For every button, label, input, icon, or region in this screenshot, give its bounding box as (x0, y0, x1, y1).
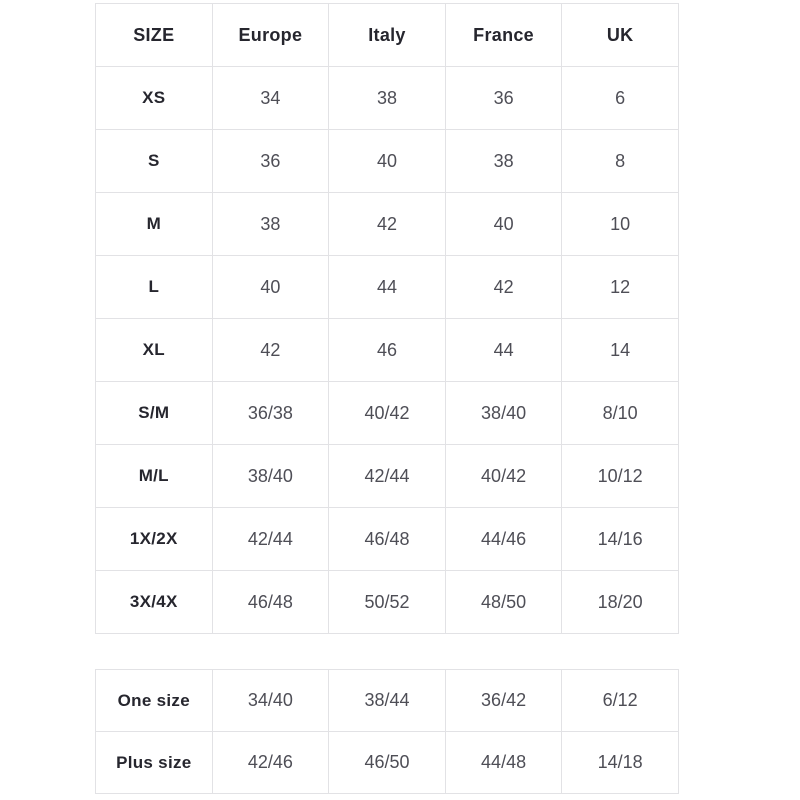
column-header-uk: UK (562, 4, 679, 67)
row-label: M/L (96, 445, 213, 508)
size-value-cell: 46/50 (329, 732, 446, 794)
table-row (96, 670, 679, 732)
row-label: S (96, 130, 213, 193)
column-header-france: France (445, 4, 562, 67)
row-label: XL (96, 319, 213, 382)
size-value-cell: 10/12 (562, 445, 679, 508)
size-value-cell: 36 (212, 130, 329, 193)
size-value-cell: 6/12 (562, 670, 679, 732)
size-value-cell: 38 (445, 130, 562, 193)
size-value-cell: 46/48 (212, 571, 329, 634)
row-label: One size (96, 670, 213, 732)
size-value-cell: 40/42 (445, 445, 562, 508)
table-row (96, 67, 679, 130)
size-value-cell: 44 (445, 319, 562, 382)
size-conversion-table (95, 3, 679, 634)
row-label: XS (96, 67, 213, 130)
table-row (96, 571, 679, 634)
size-value-cell: 46 (329, 319, 446, 382)
table-row (96, 445, 679, 508)
size-value-cell: 6 (562, 67, 679, 130)
size-value-cell: 44 (329, 256, 446, 319)
size-value-cell: 36/42 (445, 670, 562, 732)
column-header-size: SIZE (96, 4, 213, 67)
table-row (96, 193, 679, 256)
column-header-italy: Italy (329, 4, 446, 67)
size-value-cell: 42 (212, 319, 329, 382)
size-value-cell: 48/50 (445, 571, 562, 634)
table-row (96, 732, 679, 794)
size-value-cell: 42 (329, 193, 446, 256)
row-label: S/M (96, 382, 213, 445)
one-size-plus-size-table (95, 669, 679, 794)
size-value-cell: 10 (562, 193, 679, 256)
size-value-cell: 38 (212, 193, 329, 256)
size-value-cell: 40/42 (329, 382, 446, 445)
size-value-cell: 44/46 (445, 508, 562, 571)
size-value-cell: 42/46 (212, 732, 329, 794)
size-value-cell: 12 (562, 256, 679, 319)
row-label: 1X/2X (96, 508, 213, 571)
size-value-cell: 14/16 (562, 508, 679, 571)
size-table-body (96, 67, 679, 634)
secondary-table-body (96, 670, 679, 794)
size-value-cell: 38/44 (329, 670, 446, 732)
row-label: L (96, 256, 213, 319)
size-value-cell: 50/52 (329, 571, 446, 634)
size-value-cell: 38/40 (212, 445, 329, 508)
table-row (96, 382, 679, 445)
size-value-cell: 40 (445, 193, 562, 256)
row-label: Plus size (96, 732, 213, 794)
size-value-cell: 34/40 (212, 670, 329, 732)
table-row (96, 319, 679, 382)
size-value-cell: 40 (329, 130, 446, 193)
size-value-cell: 38 (329, 67, 446, 130)
size-value-cell: 42/44 (329, 445, 446, 508)
row-label: 3X/4X (96, 571, 213, 634)
table-gap (95, 634, 800, 669)
size-value-cell: 14/18 (562, 732, 679, 794)
table-header-row (96, 4, 679, 67)
size-value-cell: 34 (212, 67, 329, 130)
size-value-cell: 18/20 (562, 571, 679, 634)
size-value-cell: 44/48 (445, 732, 562, 794)
size-value-cell: 8/10 (562, 382, 679, 445)
table-row (96, 256, 679, 319)
table-row (96, 130, 679, 193)
row-label: M (96, 193, 213, 256)
column-header-europe: Europe (212, 4, 329, 67)
size-value-cell: 38/40 (445, 382, 562, 445)
size-value-cell: 36/38 (212, 382, 329, 445)
size-value-cell: 36 (445, 67, 562, 130)
size-value-cell: 14 (562, 319, 679, 382)
size-value-cell: 40 (212, 256, 329, 319)
size-value-cell: 46/48 (329, 508, 446, 571)
size-value-cell: 8 (562, 130, 679, 193)
table-row (96, 508, 679, 571)
size-value-cell: 42 (445, 256, 562, 319)
size-value-cell: 42/44 (212, 508, 329, 571)
